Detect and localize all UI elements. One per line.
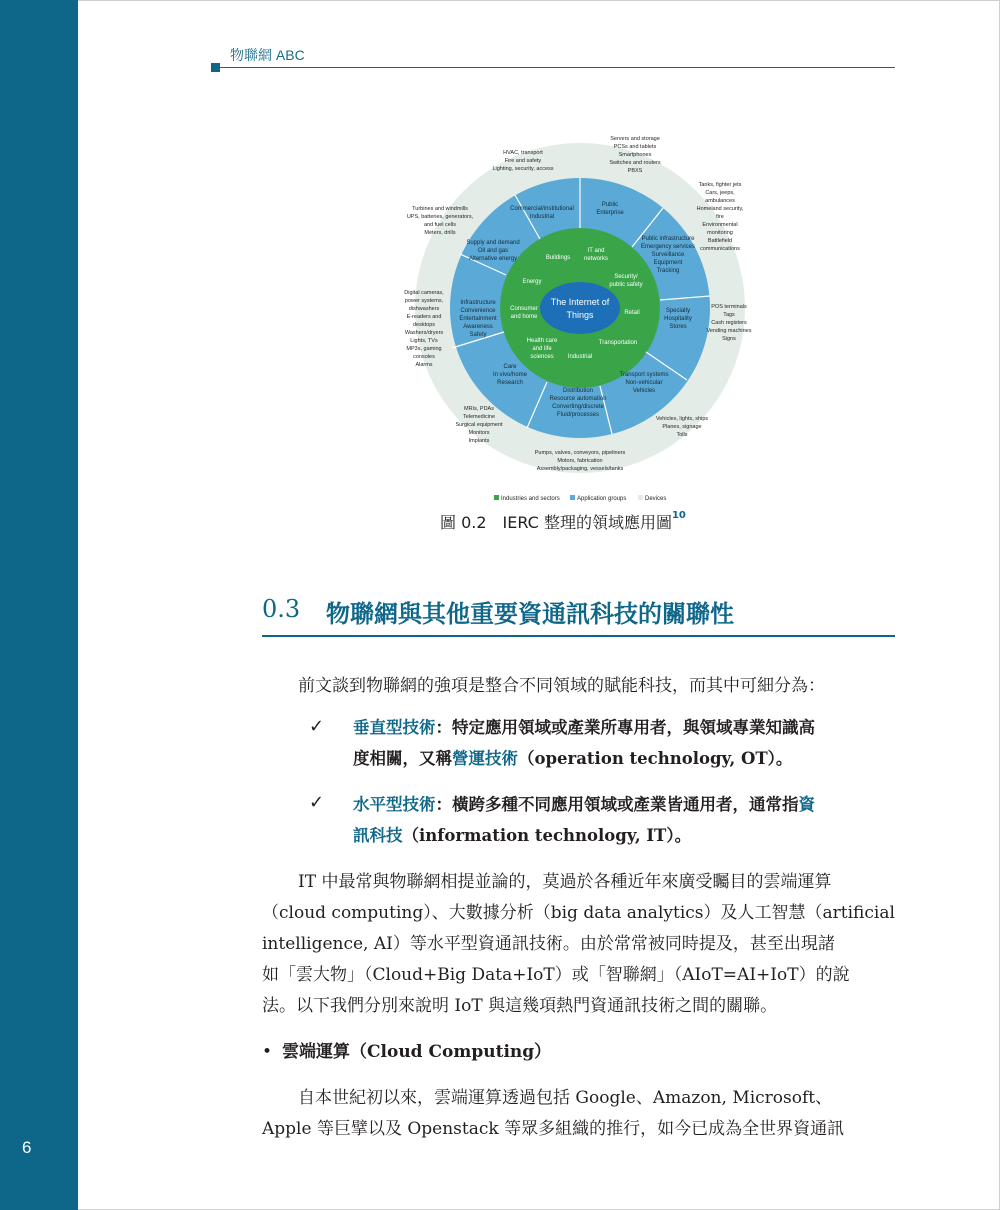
inner-label: public safety: [609, 282, 643, 288]
inner-label: Health care: [526, 338, 558, 344]
middle-label: Public: [601, 202, 619, 208]
outer-label: Cash registers: [711, 320, 747, 326]
outer-label: Servers and storage: [610, 136, 660, 142]
outer-label: desktops: [412, 322, 436, 328]
middle-label: Industrial: [529, 214, 555, 220]
middle-label: Entertainment: [459, 316, 497, 322]
middle-label: Surveillance: [651, 252, 685, 258]
middle-label: Awareness: [463, 324, 493, 330]
outer-label: Smartphones: [618, 152, 652, 158]
middle-label: Enterprise: [596, 210, 624, 216]
middle-label: Infrastructure: [460, 300, 496, 306]
caption-text: 圖 0.2 IERC 整理的領域應用圖: [440, 513, 672, 532]
middle-label: Emergency services: [640, 244, 696, 250]
outer-label: Turbines and windmills: [412, 206, 468, 212]
outer-label: Telemedicine: [462, 414, 496, 420]
center-ellipse: [540, 282, 620, 334]
outer-label: Alarms: [415, 362, 433, 368]
outer-label: Tags: [723, 312, 735, 318]
paragraph-line: 自本世紀初以來，雲端運算透過包括 Google、Amazon, Microsoft、: [298, 1088, 833, 1108]
vertical-tech-text-2: 度相關，又稱: [353, 749, 452, 768]
outer-label: Motors, fabrication: [557, 458, 603, 464]
vertical-tech-text: ：特定應用領域或產業所專用者，與領域專業知識高: [435, 718, 815, 737]
inner-label: IT and: [587, 248, 605, 254]
outer-label: ambulances: [705, 198, 735, 204]
outer-label: Tanks, fighter jets: [698, 182, 742, 188]
outer-label: Fire and safety: [504, 158, 542, 164]
outer-label: communications: [700, 246, 740, 252]
it-term-start: 資: [798, 795, 815, 814]
outer-label: Planes, signage: [662, 424, 702, 430]
section-heading: [262, 595, 895, 637]
section-title: 物聯網與其他重要資通訊科技的關聯性: [326, 599, 734, 628]
outer-label: consoles: [413, 354, 435, 360]
inner-label: Industrial: [567, 354, 593, 360]
outer-label: Assembly/packaging, vessels/tanks: [536, 466, 624, 472]
middle-label: Research: [497, 380, 523, 386]
outer-label: Battlefield: [707, 238, 733, 244]
inner-label: networks: [583, 256, 609, 262]
paragraph-line: IT 中最常與物聯網相提並論的，莫過於各種近年來廣受矚目的雲端運算: [298, 872, 832, 892]
middle-label: Vehicles: [632, 388, 656, 394]
horizontal-tech-text: ：橫跨多種不同應用領域或產業皆通用者，通常指: [435, 795, 799, 814]
middle-label: Non-vehicular: [625, 380, 663, 386]
outer-label: fire: [716, 214, 724, 220]
middle-label: Hospitality: [664, 316, 692, 322]
middle-label: Public infrastructure: [641, 236, 695, 242]
inner-label: Buildings: [545, 255, 571, 261]
outer-label: Homeland security,: [696, 206, 744, 212]
center-label-2: Things: [566, 310, 594, 320]
iot-domain-figure: [390, 128, 770, 508]
header-rule: [220, 67, 895, 68]
outer-label: PCSs and tablets: [613, 144, 657, 150]
outer-label: monitoring: [707, 230, 733, 236]
section-number: 0.3: [262, 595, 301, 623]
it-term-end: 訊科技: [353, 826, 403, 845]
center-label-1: The Internet of: [550, 297, 610, 307]
outer-label: Digital cameras,: [404, 290, 444, 296]
legend-label: Industries and sectors: [501, 496, 560, 502]
ot-term: 營運技術: [452, 749, 518, 768]
paragraph-line: intelligence, AI）等水平型資通訊技術。由於常常被同時提及，甚至出現諸: [262, 934, 835, 954]
outer-label: Surgical equipment: [455, 422, 503, 428]
check-icon: ✓: [309, 716, 325, 737]
ot-text: （operation technology, OT）。: [518, 749, 793, 768]
paragraph-line: Apple 等巨擘以及 Openstack 等眾多組織的推行，如今已成為全世界資通訊: [262, 1119, 845, 1139]
inner-label: Retail: [624, 310, 640, 316]
outer-label: dishwashers: [408, 306, 440, 312]
inner-label: Transportation: [598, 340, 638, 346]
middle-label: Equipment: [653, 260, 683, 266]
middle-label: Stores: [669, 324, 687, 330]
bullet-icon: •: [262, 1042, 273, 1062]
outer-label: Vending machines: [706, 328, 752, 334]
outer-label: Monitors: [468, 430, 490, 436]
middle-label: In vivo/home: [492, 372, 528, 378]
outer-label: Signs: [722, 336, 736, 342]
caption-ref: 10: [671, 509, 686, 521]
middle-label: Alternative energy: [468, 256, 518, 262]
middle-label: Specialty: [665, 308, 691, 314]
outer-label: POS terminals: [711, 304, 747, 310]
vertical-tech-item: [353, 712, 898, 774]
it-text: （information technology, IT）。: [402, 826, 692, 845]
outer-label: Lights, TVs: [410, 338, 438, 344]
outer-label: and fuel cells: [423, 222, 457, 228]
outer-label: MRIs, PDAs: [464, 406, 494, 412]
inner-label: and life: [532, 346, 552, 352]
paragraph-line: （cloud computing）、大數據分析（big data analytics）及人工智慧（artificial: [262, 903, 895, 923]
middle-label: Oil and gas: [477, 248, 509, 254]
figure-caption: [440, 510, 686, 533]
inner-label: Energy: [522, 279, 542, 285]
outer-label: HVAC, transport: [503, 150, 543, 156]
middle-label: Transport systems: [619, 372, 669, 378]
middle-label: Care: [503, 364, 517, 370]
outer-label: UPS, batteries, generators,: [406, 214, 474, 220]
inner-label: and home: [510, 314, 538, 320]
outer-label: Implants: [468, 438, 490, 444]
inner-label: sciences: [530, 354, 554, 360]
middle-label: Safety: [469, 332, 487, 338]
running-header: 物聯網 ABC: [230, 47, 305, 63]
intro-paragraph: 前文談到物聯網的強項是整合不同領域的賦能科技，而其中可細分為：: [298, 676, 825, 696]
paragraph-line: 法。以下我們分別來說明 IoT 與這幾項熱門資通訊技術之間的關聯。: [262, 996, 778, 1016]
middle-label: Tracking: [656, 268, 680, 274]
check-icon: ✓: [309, 792, 325, 813]
outer-label: Environmental: [702, 222, 738, 228]
outer-label: Pumps, valves, conveyors, pipeliners: [534, 450, 626, 456]
outer-label: power systems,: [404, 298, 444, 304]
outer-label: E-readers and: [406, 314, 442, 320]
paragraph-line: 如「雲大物」（Cloud+Big Data+IoT）或「智聯網」（AIoT=AI+IoT）的說: [262, 965, 850, 985]
middle-label: Commercial/institutional: [510, 206, 574, 212]
horizontal-tech-item: [353, 789, 898, 851]
horizontal-tech-term: 水平型技術: [353, 795, 436, 814]
outer-label: Cars, jeeps,: [705, 190, 735, 196]
middle-label: Resource automation: [549, 396, 607, 402]
outer-label: Washers/dryers: [404, 330, 444, 336]
outer-label: Switches and routers: [609, 160, 661, 166]
middle-label: Fluid/processes: [556, 412, 600, 418]
legend-label: Application groups: [577, 496, 627, 502]
inner-label: Security/: [614, 274, 638, 280]
middle-label: Distribution: [562, 388, 594, 394]
page-number: 6: [22, 1138, 32, 1157]
outer-label: Tolls: [676, 432, 688, 438]
outer-label: Vehicles, lights, ships: [655, 416, 709, 422]
outer-label: PBXS: [627, 168, 643, 174]
inner-label: Consumer: [510, 306, 538, 312]
legend-label: Devices: [645, 496, 667, 502]
vertical-tech-term: 垂直型技術: [353, 718, 436, 737]
outer-label: Lighting, security, access: [492, 166, 554, 172]
middle-label: Convenience: [460, 308, 496, 314]
bullet-heading: 雲端運算（Cloud Computing）: [282, 1042, 552, 1062]
middle-label: Converting/discrete: [552, 404, 604, 410]
middle-label: Supply and demand: [466, 240, 520, 246]
page-sidebar: [0, 0, 78, 1210]
figure-legend: [494, 495, 666, 502]
outer-label: Meters, drills: [424, 230, 456, 236]
header-marker: [211, 63, 220, 72]
outer-label: MP3s, gaming: [406, 346, 442, 352]
